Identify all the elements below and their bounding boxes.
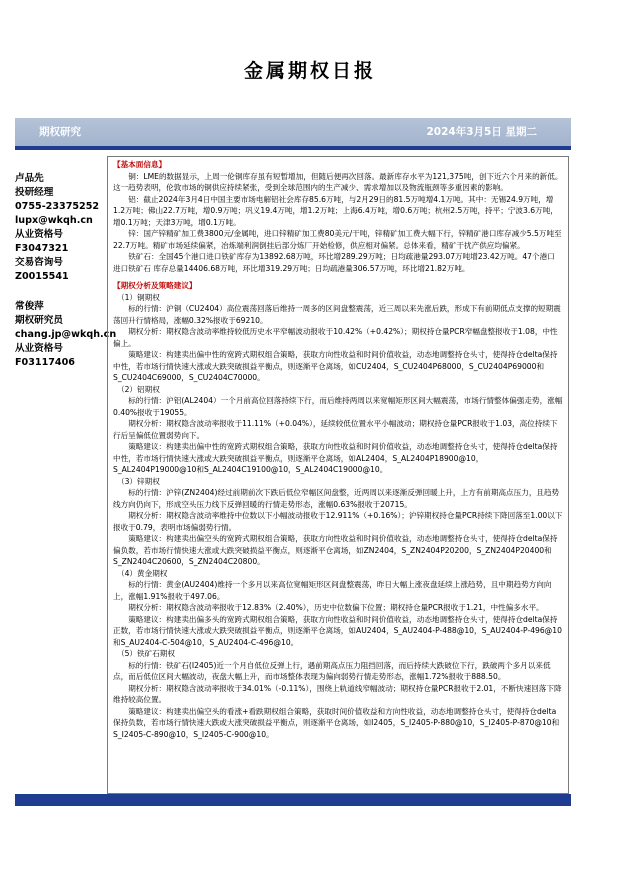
analyst1-advisor-label: 交易咨询号 bbox=[15, 257, 63, 268]
gold-options-title: （4）黄金期权 bbox=[117, 568, 168, 578]
analyst1-name: 卢品先 bbox=[15, 173, 44, 184]
footer-bar bbox=[15, 794, 571, 806]
zinc-analysis: 期权分析：期权隐含波动率维持中位数以下小幅波动报收于12.911%（+0.16%）；沪锌期权持仓量PCR持续下降回落至1.00以下报收于0.79，表明市场偏弱势行情。 bbox=[113, 511, 563, 532]
iron-ore-strategy: 策略建议：构建卖出偏空头的看涨+看跌期权组合策略，获取时间价值收益和方向性收益，动态地调整持仓头寸，使得持仓delta保持负数，若市场行情快速大跌或大涨突破损益平衡点，则逐渐平仓离场，如I2405，S_I2405-P-880@10，S_I2405-P-870@10和S_I2405-C-890@10，S_I2405-C-900@10。 bbox=[113, 706, 560, 739]
zinc-market: 标的行情：沪锌(ZN2404)经过前期前次下跌后低位窄幅区间盘整，近两周以来逐渐反弹回暖上升，上方有前期高点压力，且趋势线方向仍向下，形成空头压力线下反弹回暖的行情走势形态，涨幅0.63%报收于20715。 bbox=[113, 488, 560, 509]
banner-category: 期权研究 bbox=[39, 126, 81, 138]
analyst2-license-label: 从业资格号 bbox=[15, 343, 63, 354]
header-banner bbox=[15, 118, 571, 150]
fundamentals-heading: 【基本面信息】 bbox=[113, 160, 167, 169]
analyst-sidebar bbox=[15, 172, 117, 370]
analyst1-role: 投研经理 bbox=[15, 187, 54, 198]
gold-market: 标的行情：黄金(AU2404)维持一个多月以来高位宽幅矩形区间盘整震荡，昨日大幅上涨夜盘延续上涨趋势，且中期趋势方向向上，涨幅1.91%报收于497.06。 bbox=[113, 580, 552, 601]
aluminum-options-title: （2）铝期权 bbox=[117, 384, 160, 394]
iron-ore-options-title: （5）铁矿石期权 bbox=[117, 649, 175, 658]
aluminum-market: 标的行情：沪铝(AL2404）一个月前高位回落持续下行，而后维持两周以来宽幅矩形区间大幅震荡，市场行情整体偏强走势，涨幅0.40%报收于19055。 bbox=[113, 396, 563, 417]
zinc-strategy: 策略建议：构建卖出偏空头的宽跨式期权组合策略，获取方向性收益和时间价值收益，动态地调整持仓头寸，使得持仓delta保持偏负数，若市场行情快速大涨或大跌突破损益平衡点，则逐渐平仓离场，如ZN2404，S_ZN2404P20200，S_ZN2404P20400和S_ZN2404C20600，S_ZN2404C20800。 bbox=[113, 534, 558, 566]
analyst2-license: F03117406 bbox=[15, 357, 75, 368]
copper-strategy: 策略建议：构建卖出偏中性的宽跨式期权组合策略，获取方向性收益和时间价值收益，动态地调整持仓头寸，使得持仓delta保持中性，若市场行情快速大涨或大跌突破损益平衡点，则逐渐平仓离场，如CU2404，S_CU2404P68000，S_CU2404P69000和S_CU2404C69000，S_CU2404C70000。 bbox=[113, 350, 558, 382]
zinc-fundamentals: 锌：国产锌精矿加工费3800元/金属吨，进口锌精矿加工费80美元/干吨，锌精矿加工费大幅下行，锌精矿港口库存减少5.5万吨至22.7万吨。精矿市场延续偏紧，冶炼端利润倒挂后部分炼厂开始检修，供应相对偏紧。总体来看，精矿干扰产供应均偏紧。 bbox=[113, 229, 562, 250]
page-title: 金属期权日报 bbox=[243, 60, 376, 82]
aluminum-analysis: 期权分析：期权隐含波动率报收于11.11%（+0.04%），延续较低位置水平小幅波动；期权持仓量PCR报收于1.03，高位持续下行后呈偏低位置弱势向下。 bbox=[113, 419, 558, 440]
sidebar-spacer bbox=[15, 284, 107, 300]
analyst2-email[interactable]: chang.jp@wkqh.cn bbox=[15, 329, 117, 340]
copper-options-title: （1）铜期权 bbox=[117, 292, 160, 302]
zinc-options-title: （3）锌期权 bbox=[117, 476, 160, 486]
analyst1-email[interactable]: lupx@wkqh.cn bbox=[15, 215, 93, 226]
iron-ore-analysis: 期权分析：期权隐含波动率报收于34.01%（-0.11%），围绕上轨道线窄幅波动；期权持仓量PCR报收于2.01，不断快速回落下降维持较高位置。 bbox=[113, 683, 562, 704]
options-analysis-heading: 【期权分析及策略建议】 bbox=[113, 281, 197, 290]
copper-analysis: 期权分析：期权隐含波动率维持较低历史水平窄幅波动报收于10.42%（+0.42%）；期权持仓量PCR窄幅盘整报收于1.08，中性偏上。 bbox=[113, 327, 558, 348]
report-body bbox=[107, 156, 569, 794]
aluminum-fundamentals: 铝：截止2024年3月4日中国主要市场电解铝社会库存85.6万吨，与2月29日的81.5万吨增4.1万吨。其中：无锡24.9万吨，增1.2万吨；佛山22.7万吨，增0.9万吨；巩义19.4万吨，增1.2万吨；上海6.4万吨，增0.6万吨；杭州2.5万吨，持平；宁波3.6万吨，增0.1万吨；天津3万吨，增0.1万吨。 bbox=[113, 194, 558, 227]
gold-analysis: 期权分析：期权隐含波动率报收于12.83%（2.40%），历史中位数偏下位置；期权持仓量PCR报收于1.21，中性偏多水平。 bbox=[128, 603, 544, 612]
copper-fundamentals: 铜：LME的数据显示，上周一伦铜库存虽有短暂增加，但随后便再次回落。最新库存水平为121,375吨，创下近六个月来的新低。这一趋势表明，伦敦市场的铜供应持续紧张，受到全球范围内的生产减少、需求增加以及物流瓶颈等多重因素的影响。 bbox=[113, 171, 563, 192]
analyst1-license-label: 从业资格号 bbox=[15, 229, 63, 240]
iron-ore-fundamentals: 铁矿石：全国45个港口进口铁矿库存为13892.68万吨，环比增289.29万吨；日均疏港量293.07万吨增23.42万吨。47个港口 进口铁矿石 库存总量14406.68万吨，环比增319.29万吨；日均疏港量306.57万吨，环比增21.82万吨。 bbox=[113, 252, 555, 273]
analyst1-advisor: Z0015541 bbox=[15, 271, 69, 282]
analyst2-role: 期权研究员 bbox=[15, 315, 63, 326]
analyst2-name: 常俊萍 bbox=[15, 301, 44, 312]
banner-date: 2024年3月5日 星期二 bbox=[426, 126, 537, 138]
aluminum-strategy: 策略建议：构建卖出偏中性的宽跨式期权组合策略，获取方向性收益和时间价值收益，动态地调整持仓头寸，使得持仓delta保持中性，若市场行情快速大涨或大跌突破损益平衡点，则逐渐平仓离场，如AL2404，S_AL2404P18900@10，S_AL2404P19000@10和S_AL2404C19100@10，S_AL2404C19000@10。 bbox=[113, 442, 558, 474]
gold-strategy: 策略建议：构建卖出偏多头的宽跨式期权组合策略，获取方向性收益和时间价值收益，动态地调整持仓头寸，使得持仓delta保持正数，若市场行情快速大涨或大跌突破损益平衡点，则逐渐平仓离场，如AU2404，S_AU2404-P-488@10，S_AU2404-P-496@10和S_AU2404-C-504@10，S_AU2404-C-496@10。 bbox=[113, 614, 562, 647]
iron-ore-market: 标的行情：铁矿石(I2405)近一个月自低位反弹上行，遇前期高点压力阻挡回落，而后持续大跌破位下行，跌破两个多月以来低点，而后低位区间大幅波动，夜盘大幅上升，而市场整体表现为偏向弱势行情走势形态，涨幅1.72%报收于888.50。 bbox=[113, 660, 551, 681]
copper-market: 标的行情：沪铜（CU2404）高位震荡回落后维持一周多的区间盘整震荡，近三周以来先涨后跌，形成下有前期低点支撑的短期震荡回升行情格局，涨幅0.32%报收于69210。 bbox=[113, 304, 561, 325]
analyst1-license: F3047321 bbox=[15, 243, 69, 254]
analyst1-phone: 0755-23375252 bbox=[15, 201, 100, 212]
